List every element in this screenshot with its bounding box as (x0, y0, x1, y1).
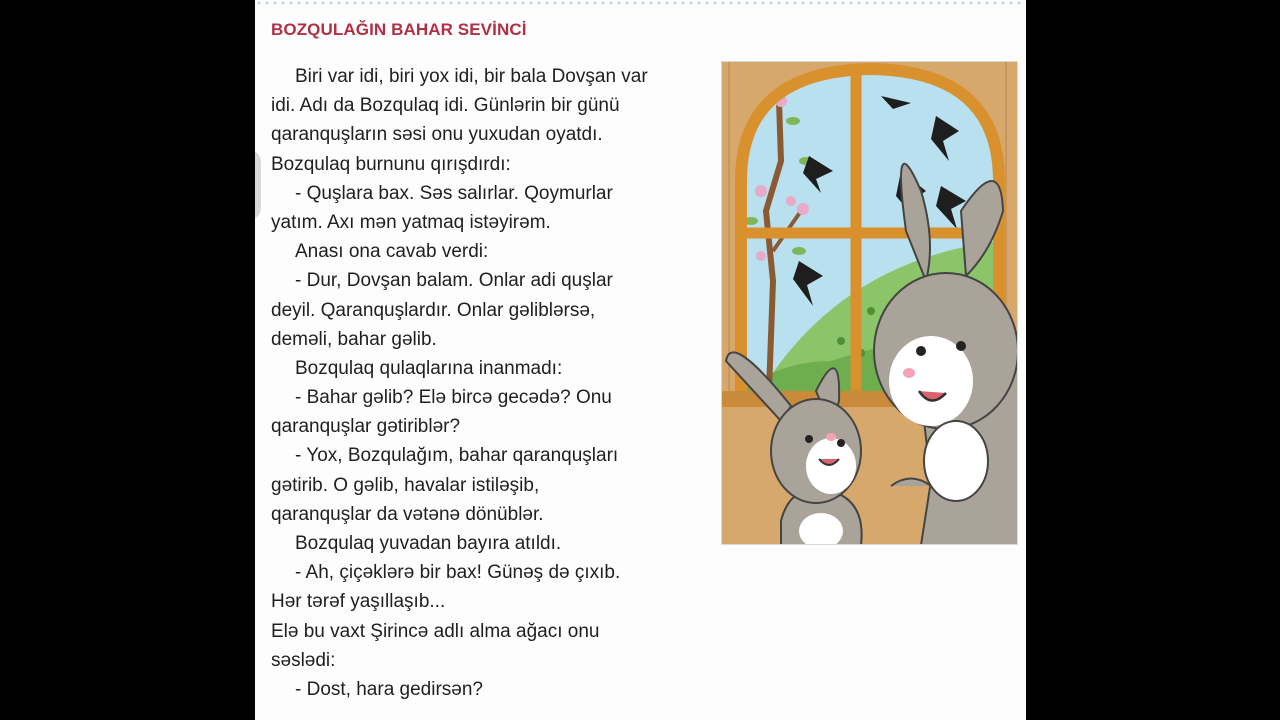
story-line: - Quşlara bax. Səs salırlar. Qoymurlar (295, 182, 613, 204)
story-line: Biri var idi, biri yox idi, bir bala Dovşan var (295, 66, 648, 87)
story-line: - Ah, çiçəklərə bir bax! Günəş də çıxıb. (295, 562, 621, 584)
book-page (255, 0, 1026, 720)
story-line: Bozqulaq burnunu qırışdırdı: (271, 153, 511, 175)
story-title: BOZQULAĞIN BAHAR SEVİNCİ (271, 20, 527, 39)
story-line: idi. Adı da Bozqulaq idi. Günlərin bir günü (271, 95, 620, 117)
story-line: - Bahar gəlib? Elə bircə gecədə? Onu (295, 387, 612, 409)
story-line: səslədi: (271, 649, 336, 671)
story-line: Hər tərəf yaşıllaşıb... (271, 591, 446, 613)
story-line: Bozqulaq yuvadan bayıra atıldı. (295, 533, 562, 554)
story-line: Bozqulaq qulaqlarına inanmadı: (295, 357, 563, 379)
story-text (271, 62, 711, 704)
story-line: deyil. Qaranquşlardır. Onlar gəliblərsə, (271, 299, 596, 321)
story-line: - Yox, Bozqulağım, bahar qaranquşları (295, 445, 619, 467)
story-line: Elə bu vaxt Şirincə adlı alma ağacı onu (271, 620, 600, 642)
story-line: qaranquşlar da vətənə dönüblər. (271, 503, 544, 525)
story-line: - Dost, hara gedirsən? (295, 678, 483, 700)
story-line: yatım. Axı mən yatmaq istəyirəm. (271, 211, 551, 233)
dotted-border (255, 0, 1026, 6)
story-line: - Dur, Dovşan balam. Onlar adi quşlar (295, 270, 613, 292)
story-line: qaranquşlar gətiriblər? (271, 416, 461, 438)
page-scroll-tab (255, 150, 261, 220)
story-line: deməli, bahar gəlib. (271, 328, 437, 350)
story-line: qaranquşların səsi onu yuxudan oyatdı. (271, 124, 603, 146)
bunnies-window-illustration (721, 61, 1018, 545)
story-line: gətirib. O gəlib, havalar istiləşib, (271, 474, 540, 496)
story-line: Anası ona cavab verdi: (295, 241, 489, 263)
